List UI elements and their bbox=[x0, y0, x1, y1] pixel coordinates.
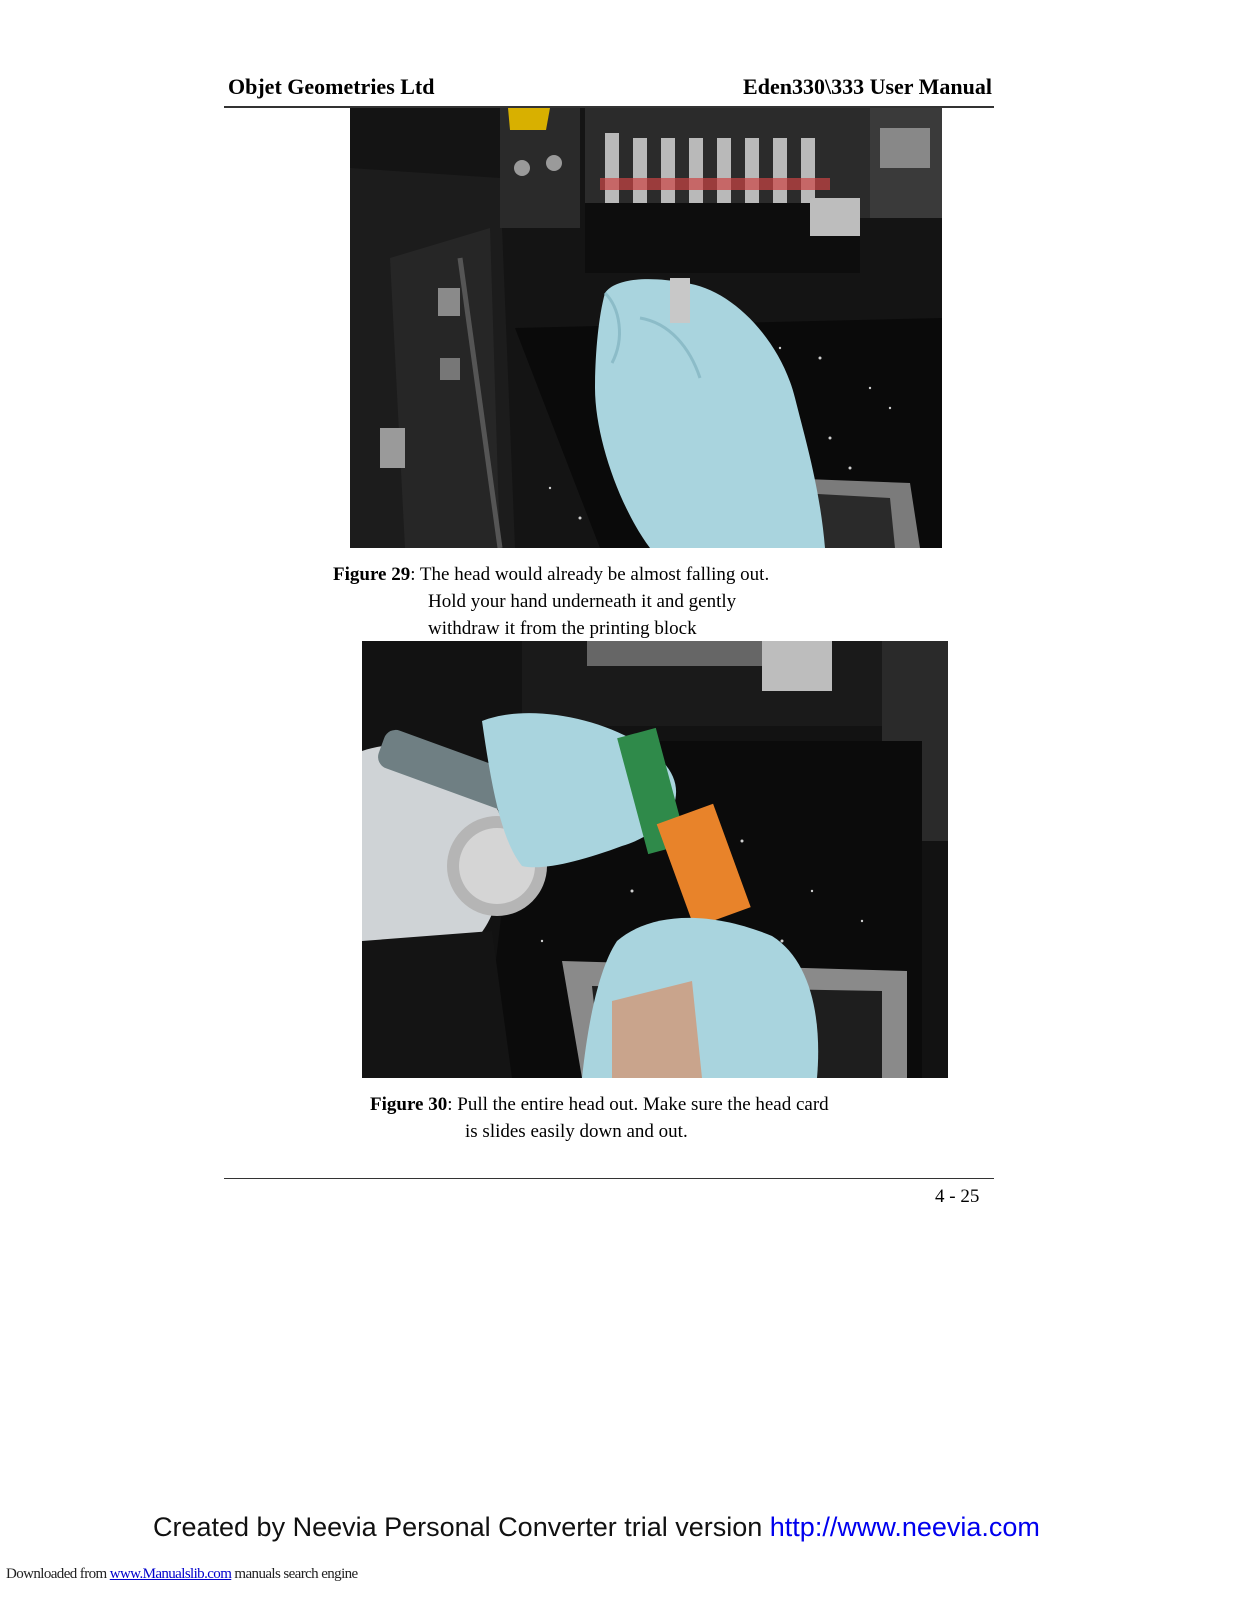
manualslib-link[interactable]: www.Manualslib.com bbox=[109, 1566, 232, 1582]
document-company-header: Objet Geometries Ltd bbox=[228, 74, 435, 99]
download-note-prefix: Downloaded from bbox=[6, 1566, 110, 1582]
figure-29-caption bbox=[333, 561, 769, 642]
figure-30-caption-line-1: Figure 30: Pull the entire head out. Make sure the head card bbox=[370, 1094, 829, 1115]
figure-29-photo bbox=[350, 108, 942, 548]
converter-watermark bbox=[153, 1512, 1040, 1543]
figure-29-caption-line-2: Hold your hand underneath it and gently bbox=[428, 591, 737, 612]
watermark-text: Created by Neevia Personal Converter trial version bbox=[153, 1512, 770, 1542]
figure-29-caption-line-1: Figure 29: The head would already be almost falling out. bbox=[333, 564, 770, 585]
figure-30-label: Figure 30 bbox=[370, 1094, 448, 1115]
download-source-note bbox=[6, 1566, 358, 1583]
download-note-suffix: manuals search engine bbox=[231, 1566, 358, 1582]
watermark-link[interactable]: http://www.neevia.com bbox=[769, 1512, 1040, 1542]
figure-30-caption-line-2: is slides easily down and out. bbox=[465, 1121, 688, 1142]
page-number: 4 - 25 bbox=[935, 1186, 980, 1207]
figure-30-caption bbox=[370, 1091, 829, 1145]
figure-29-caption-line-3: withdraw it from the printing block bbox=[428, 618, 697, 639]
footer-divider bbox=[224, 1178, 994, 1179]
document-manual-title-header: Eden330\333 User Manual bbox=[743, 74, 992, 99]
figure-29-label: Figure 29 bbox=[333, 564, 411, 585]
figure-30-photo bbox=[362, 641, 948, 1078]
